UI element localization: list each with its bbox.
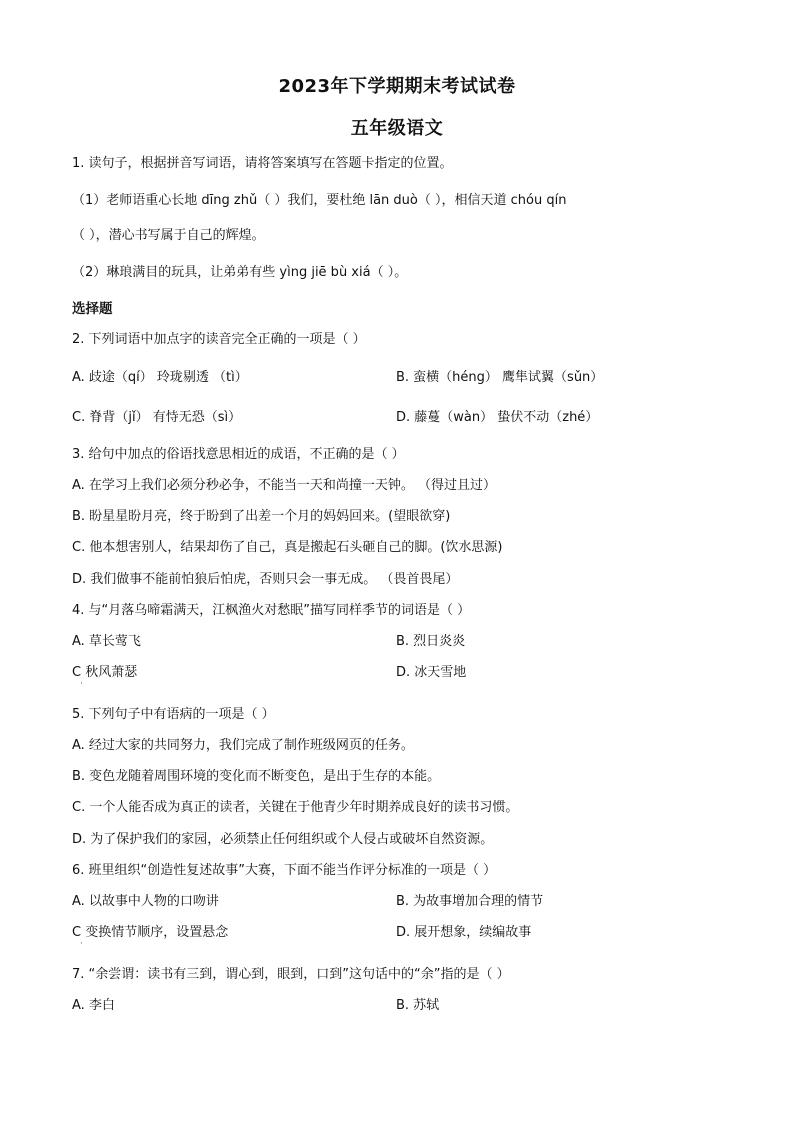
- q2-option-d: D. 藤蔓（wàn） 蛰伏不动（zhé）: [396, 410, 599, 425]
- q4-option-b: B. 烈日炎炎: [396, 634, 466, 649]
- q1-part1-line1: （1）老师语重心长地 dīng zhǔ（ ）我们，要杜绝 lān duò（ ），相信天道 chóu qín: [72, 193, 567, 208]
- q1-stem: 1. 读句子，根据拼音写词语，请将答案填写在答题卡指定的位置。: [72, 156, 453, 171]
- q5-option-c: C. 一个人能否成为真正的读者，关键在于他青少年时期养成良好的读书习惯。: [72, 800, 519, 815]
- q3-option-d: D. 我们做事不能前怕狼后怕虎，否则只会一事无成。 （畏首畏尾）: [72, 572, 459, 587]
- q3-option-c: C. 他本想害别人，结果却伤了自己，真是搬起石头砸自己的脚。(饮水思源): [72, 540, 503, 555]
- q4-option-d: D. 冰天雪地: [396, 665, 467, 680]
- q5-stem: 5. 下列句子中有语病的一项是（ ）: [72, 707, 275, 722]
- q5-option-b: B. 变色龙随着周围环境的变化而不断变色，是出于生存的本能。: [72, 769, 441, 784]
- exam-subtitle: 五年级语文: [350, 118, 444, 139]
- section-label-choice: 选择题: [72, 301, 113, 317]
- q3-stem: 3. 给句中加点的俗语找意思相近的成语，不正确的是（ ）: [72, 447, 405, 462]
- q4-option-c: C 秋风萧瑟: [72, 665, 138, 680]
- q2-option-b: B. 蛮横（héng） 鹰隼试翼（sǔn）: [396, 370, 604, 385]
- q7-stem: 7. “余尝谓：读书有三到，谓心到，眼到，口到”这句话中的“余”指的是（ ）: [72, 967, 510, 982]
- q7-option-a: A. 李白: [72, 998, 115, 1013]
- q2-stem: 2. 下列词语中加点字的读音完全正确的一项是（ ）: [72, 332, 366, 347]
- q6-option-c: C 变换情节顺序，设置悬念: [72, 925, 229, 940]
- q5-option-d: D. 为了保护我们的家园，必须禁止任何组织或个人侵占或破坏自然资源。: [72, 832, 494, 847]
- q6-stem: 6. 班里组织“创造性复述故事”大赛，下面不能当作评分标准的一项是（ ）: [72, 863, 497, 878]
- q1-part1-line2: （ ），潜心书写属于自己的辉煌。: [72, 228, 265, 243]
- q4-option-a: A. 草长莺飞: [72, 634, 141, 649]
- q4-stem: 4. 与“月落乌啼霜满天，江枫渔火对愁眠”描写同样季节的词语是（ ）: [72, 603, 471, 618]
- q1-part2: （2）琳琅满目的玩具，让弟弟有些 yìng jiē bù xiá（ ）。: [72, 265, 408, 280]
- stray-dot-mark: ·: [80, 939, 83, 949]
- q7-option-b: B. 苏轼: [396, 998, 440, 1013]
- q6-option-a: A. 以故事中人物的口吻讲: [72, 894, 219, 909]
- exam-title: 2023年下学期期末考试试卷: [278, 76, 516, 97]
- q6-option-b: B. 为故事增加合理的情节: [396, 894, 544, 909]
- q2-option-c: C. 脊背（jǐ） 有恃无恐（sì）: [72, 410, 242, 425]
- q3-option-b: B. 盼星星盼月亮，终于盼到了出差一个月的妈妈回来。(望眼欲穿): [72, 509, 451, 524]
- q2-option-a: A. 歧途（qí） 玲珑剔透 （tì）: [72, 370, 248, 385]
- q3-option-a: A. 在学习上我们必须分秒必争，不能当一天和尚撞一天钟。 （得过且过）: [72, 478, 497, 493]
- q5-option-a: A. 经过大家的共同努力，我们完成了制作班级网页的任务。: [72, 738, 414, 753]
- q6-option-d: D. 展开想象，续编故事: [396, 925, 532, 940]
- stray-dot-mark: ·: [80, 679, 83, 689]
